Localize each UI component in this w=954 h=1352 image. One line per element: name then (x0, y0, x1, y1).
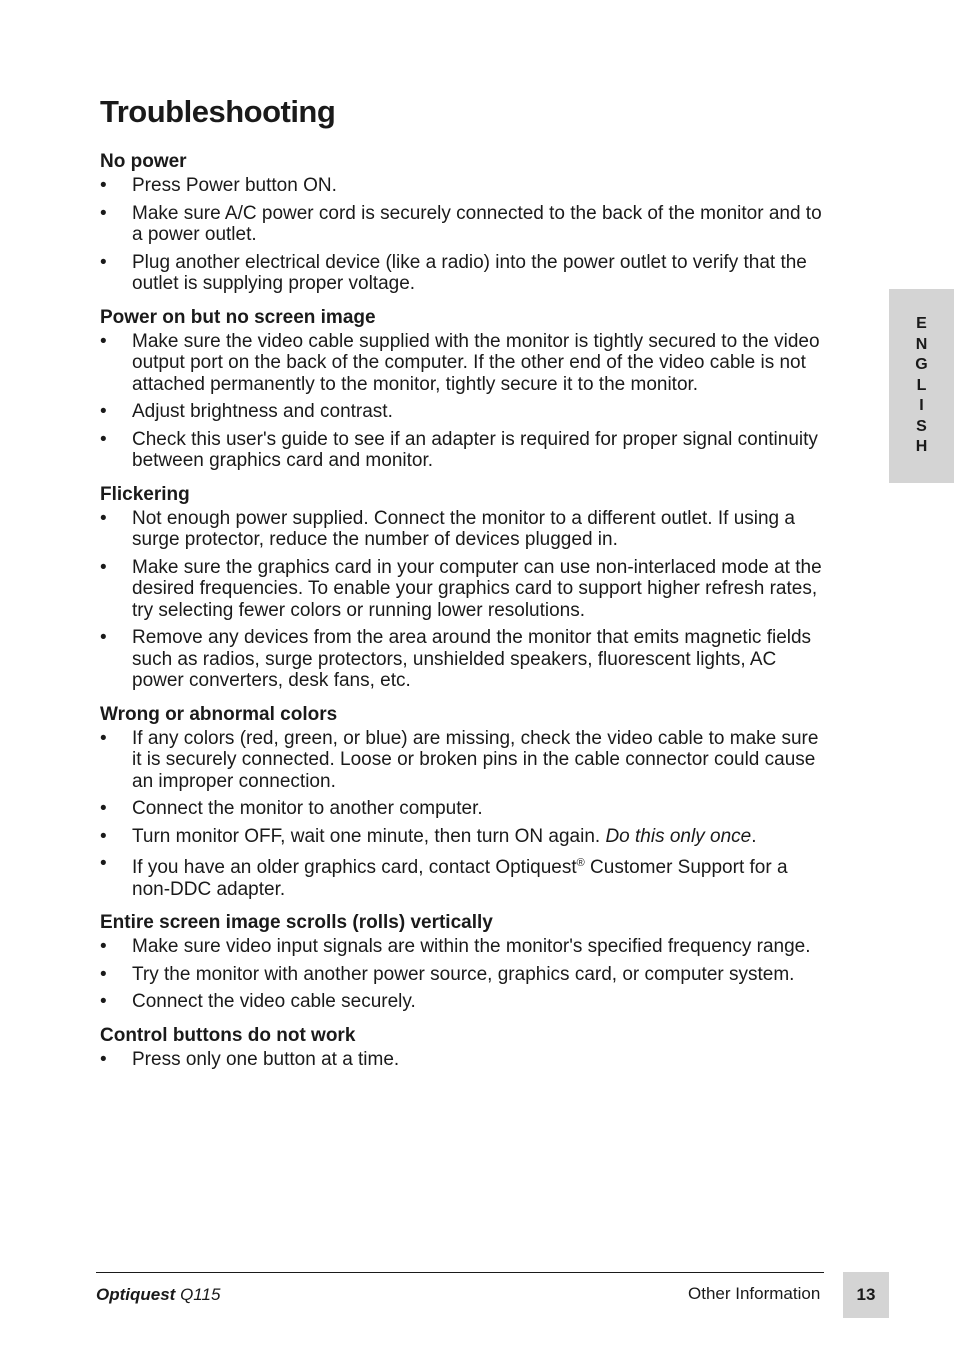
section-heading: Wrong or abnormal colors (100, 703, 338, 725)
list-item (100, 964, 824, 986)
footer-brand: Optiquest (96, 1285, 176, 1304)
bullet-icon: • (100, 991, 107, 1012)
bullet-list (100, 728, 824, 901)
bullet-icon: • (100, 853, 107, 874)
list-item-text: Make sure the video cable supplied with the monitor is tightly secured to the video output port on the back of the computer. If the other end of the video cable is not attached permanently to the monitor, tightly secure it to the monitor. (132, 330, 820, 395)
registered-mark: ® (576, 857, 585, 869)
list-item (100, 936, 824, 958)
footer-product (96, 1285, 220, 1305)
language-tab-letter: L (916, 376, 927, 394)
list-item-text: Turn monitor OFF, wait one minute, then turn ON again. (132, 825, 606, 847)
bullet-list (100, 331, 824, 472)
bullet-icon: • (100, 202, 107, 224)
bullet-icon: • (100, 798, 107, 819)
bullet-icon: • (100, 556, 107, 578)
list-item-text: Plug another electrical device (like a radio) into the power outlet to verify that the outlet is supplying proper voltage. (132, 251, 807, 294)
bullet-icon: • (100, 507, 107, 529)
list-item (100, 826, 824, 848)
section-control-buttons (100, 1024, 824, 1071)
bullet-icon: • (100, 428, 107, 450)
bullet-icon: • (100, 936, 107, 957)
bullet-list (100, 175, 824, 295)
page-title: Troubleshooting (100, 94, 336, 129)
list-item (100, 853, 824, 900)
bullet-icon: • (100, 251, 107, 273)
list-item (100, 508, 824, 551)
list-item (100, 203, 824, 246)
list-item (100, 331, 824, 396)
troubleshooting-content (100, 150, 824, 1081)
bullet-list (100, 1049, 824, 1071)
section-no-power (100, 150, 824, 295)
section-screen-rolls (100, 911, 824, 1013)
section-power-on-no-image (100, 306, 824, 472)
bullet-icon: • (100, 330, 107, 352)
list-item-text: If you have an older graphics card, contact Optiquest (132, 857, 577, 878)
section-heading: No power (100, 151, 187, 172)
list-item-text-end: . (751, 825, 757, 847)
list-item-text: If any colors (red, green, or blue) are missing, check the video cable to make sure it is securely connected. Loose or broken pins in the cable connector could cause an improper connection. (132, 727, 819, 792)
section-flickering (100, 483, 824, 692)
list-item-text: Make sure the graphics card in your computer can use non-interlaced mode at the desired frequencies. To enable your graphics card to support higher refresh rates, try selecting fewer colors or running lower resolutions. (132, 556, 822, 621)
list-item (100, 175, 824, 197)
footer-section: Other Information (688, 1284, 821, 1303)
bullet-icon: • (100, 627, 107, 648)
language-tab-letter: S (916, 417, 927, 435)
bullet-list (100, 936, 824, 1013)
list-item-text: Connect the video cable securely. (132, 991, 416, 1012)
list-item (100, 252, 824, 295)
section-heading: Power on but no screen image (100, 306, 376, 328)
list-item-text: Adjust brightness and contrast. (132, 401, 393, 422)
language-tab-letter: I (919, 397, 924, 415)
list-item-text: Press only one button at a time. (132, 1048, 400, 1070)
list-item-text: Make sure A/C power cord is securely connected to the back of the monitor and to a power outlet. (132, 202, 822, 245)
language-tab-letter: E (916, 315, 927, 333)
list-item-text: Remove any devices from the area around the monitor that emits magnetic fields such as radios, surge protectors, unshielded speakers, fluorescent lights, AC power converters, desk fans, etc. (132, 627, 812, 691)
list-item (100, 557, 824, 622)
list-item (100, 1049, 824, 1071)
list-item-text: Try the monitor with another power source, graphics card, or computer system. (132, 963, 795, 985)
list-item-text: Not enough power supplied. Connect the monitor to a different outlet. If using a surge protector, reduce the number of devices plugged in. (132, 507, 795, 550)
bullet-icon: • (100, 727, 107, 749)
list-item-text: Check this user's guide to see if an adapter is required for proper signal continuity between graphics card and monitor. (132, 428, 818, 471)
emphasis-text: Do this only once (605, 825, 752, 847)
list-item-text: Make sure video input signals are within the monitor's specified frequency range. (132, 936, 811, 957)
list-item (100, 991, 824, 1013)
language-tab-letter: N (915, 335, 928, 353)
list-item (100, 429, 824, 472)
bullet-icon: • (100, 963, 107, 985)
bullet-icon: • (100, 1048, 107, 1070)
language-tab-letter: G (915, 356, 928, 374)
footer-model: Q115 (175, 1285, 221, 1304)
list-item (100, 627, 824, 692)
list-item (100, 798, 824, 820)
section-heading: Control buttons do not work (100, 1024, 356, 1046)
language-tab (889, 289, 954, 483)
bullet-icon: • (100, 175, 107, 196)
bullet-list (100, 508, 824, 692)
bullet-icon: • (100, 825, 107, 847)
list-item (100, 401, 824, 423)
list-item-text: Press Power button ON. (132, 175, 337, 196)
footer-divider (96, 1272, 824, 1273)
language-tab-letter: H (915, 438, 928, 456)
section-heading: Flickering (100, 483, 190, 505)
page-number: 13 (843, 1272, 889, 1318)
list-item-text: Connect the monitor to another computer. (132, 798, 483, 819)
bullet-icon: • (100, 401, 107, 422)
list-item (100, 728, 824, 793)
section-heading: Entire screen image scrolls (rolls) vertically (100, 912, 493, 933)
list-item-text-end: Customer Support for a non-DDC adapter. (132, 857, 788, 900)
section-wrong-colors (100, 703, 824, 901)
